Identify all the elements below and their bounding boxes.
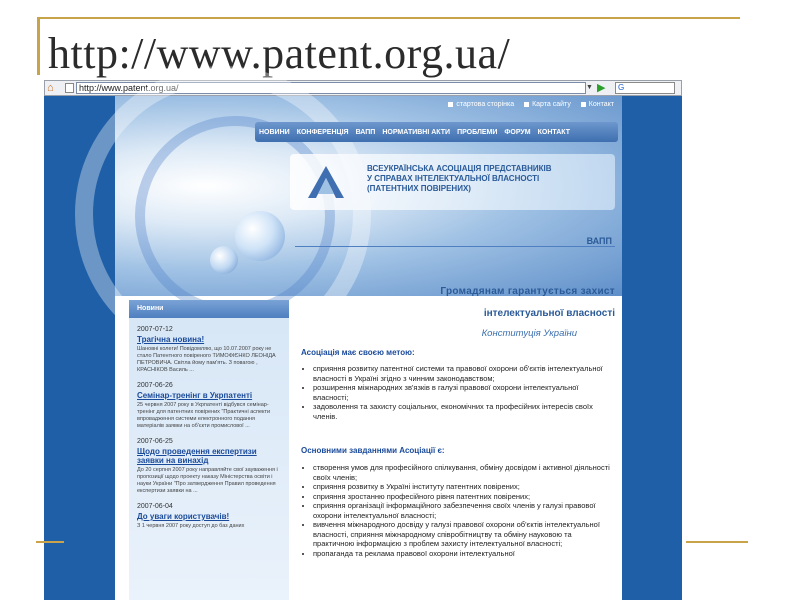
aim-list (299, 364, 613, 421)
section-divider (295, 246, 615, 247)
news-date: 2007-06-25 (137, 438, 173, 445)
list-item: • сприяння зростанню професійного рівня патентних повірених; (313, 492, 613, 502)
news-title-link[interactable]: Щодо проведення експертизи заявки на винахід (137, 447, 257, 465)
decorative-sphere (210, 246, 238, 274)
news-item (137, 382, 281, 430)
list-item: • розширення міжнародних зв'язків в галузі правової охорони інтелектуальної власності; (313, 383, 613, 402)
sidebar-heading: Новини (129, 300, 289, 318)
association-banner (290, 154, 615, 210)
nav-news[interactable]: НОВИНИ (259, 128, 290, 136)
section-label: ВАПП (586, 236, 612, 246)
banner-text: ВСЕУКРАЇНСЬКА АСОЦІАЦІЯ ПРЕДСТАВНИКІВ У СПРАВАХ ІНТЕЛЕКТУАЛЬНОЇ ВЛАСНОСТІ (ПАТЕНТНИХ ПОВІРЕНИХ) (367, 164, 552, 193)
list-item: • сприяння розвитку в Україні інституту патентних повірених; (313, 482, 613, 492)
nav-vapp[interactable]: ВАПП (355, 128, 376, 136)
decorative-left-bar (37, 17, 40, 75)
url-text[interactable]: http://www.patent.org.ua/ (79, 83, 179, 93)
nav-normative-acts[interactable]: НОРМАТИВНІ АКТИ (382, 128, 451, 136)
news-body: З 1 червня 2007 року доступ до баз даних (137, 523, 245, 529)
toplink-home[interactable]: стартова сторінка (448, 101, 514, 108)
news-item (137, 326, 281, 374)
quote-source: Конституція України (481, 328, 577, 339)
news-sidebar (129, 300, 289, 600)
nav-conference[interactable]: КОНФЕРЕНЦІЯ (296, 128, 349, 136)
page-icon (65, 83, 74, 93)
list-item: • сприяння розвитку патентної системи та правової охорони об'єктів інтелектуальної власності в Україні згідно з чинним законодавством; (313, 364, 613, 383)
aim-heading: Асоціація має своєю метою: (301, 348, 415, 357)
dropdown-arrow-icon[interactable]: ▼ (586, 84, 593, 91)
tasks-list (299, 463, 613, 558)
decorative-sphere (235, 211, 285, 261)
list-item: • сприяння організації інформаційного забезпечення своїх членів у галузі правової охорони інтелектуальної власності; (313, 501, 613, 520)
association-logo-icon (304, 164, 348, 200)
decorative-swirl (135, 116, 335, 316)
decorative-bottom-line (36, 541, 64, 543)
go-arrow-icon[interactable]: ▶ (597, 82, 606, 94)
nav-contact[interactable]: КОНТАКТ (537, 128, 570, 136)
news-item (137, 438, 281, 495)
decorative-top-line (40, 17, 740, 19)
news-date: 2007-06-26 (137, 382, 173, 389)
hero-header (115, 96, 622, 296)
nav-forum[interactable]: ФОРУМ (504, 128, 531, 136)
news-list (129, 326, 289, 530)
list-item: • задоволення та захисту соціальних, економічних та професійних інтересів своїх членів. (313, 402, 613, 421)
search-engine-label: G (618, 83, 625, 92)
nav-problems[interactable]: ПРОБЛЕМИ (457, 128, 498, 136)
list-item: • створення умов для професійного спілкування, обміну досвідом і активної діяльності своїх членів; (313, 463, 613, 482)
news-title-link[interactable]: До уваги користувачів! (137, 512, 230, 521)
news-body: Шановні колеги! Повідомляю, що 10.07.2007 року не стало Патентного повіреного ТИМОФІЄНКО ЛЕОНІДА ПЕТРОВИЧА. Світла йому пам'ять. З повагою , КРАСНІКОВ Василь ... (137, 346, 276, 373)
main-content (299, 286, 617, 600)
news-item (137, 503, 281, 530)
main-nav (255, 122, 618, 142)
quote-line-2: інтелектуальної власності (483, 308, 615, 319)
decorative-bottom-line (686, 541, 748, 543)
news-date: 2007-06-04 (137, 503, 173, 510)
home-icon[interactable]: ⌂ (47, 82, 54, 94)
website-page (115, 96, 622, 600)
top-links (440, 101, 614, 108)
toplink-sitemap[interactable]: Карта сайту (524, 101, 571, 108)
search-box[interactable] (615, 82, 675, 94)
news-body: 25 червня 2007 року в Укрпатенті відбувся семінар-тренінг для патентних повірених "Практичні аспекти впровадження системи електронного подання матеріалів заявки на об'єкти промислової ... (137, 402, 271, 429)
tasks-heading: Основними завданнями Асоціації є: (301, 446, 445, 455)
list-item: • вивчення міжнародного досвіду у галузі правової охорони об'єктів інтелектуальної власності, сприяння міжнародному співробітництву та обміну науковою та практичною інформацією з проблем захисту інтелектуальної власності; (313, 520, 613, 549)
quote-line-1: Громадянам гарантується захист (440, 286, 615, 297)
toplink-contact[interactable]: Контакт (581, 101, 614, 108)
news-title-link[interactable]: Трагічна новина! (137, 335, 205, 344)
browser-viewport (44, 96, 682, 600)
news-body: До 20 серпня 2007 року направляйте свої зауваження і пропозиції щодо проекту наказу Міністерства освіти і науки України "Про затвердження Правил проведення експертизи заявки на ... (137, 467, 278, 494)
slide-title: http://www.patent.org.ua/ (48, 29, 511, 78)
news-date: 2007-07-12 (137, 326, 173, 333)
news-title-link[interactable]: Семінар-тренінг в Укрпатенті (137, 391, 253, 400)
list-item: • пропаганда та реклама правової охорони інтелектуальної (313, 549, 613, 559)
